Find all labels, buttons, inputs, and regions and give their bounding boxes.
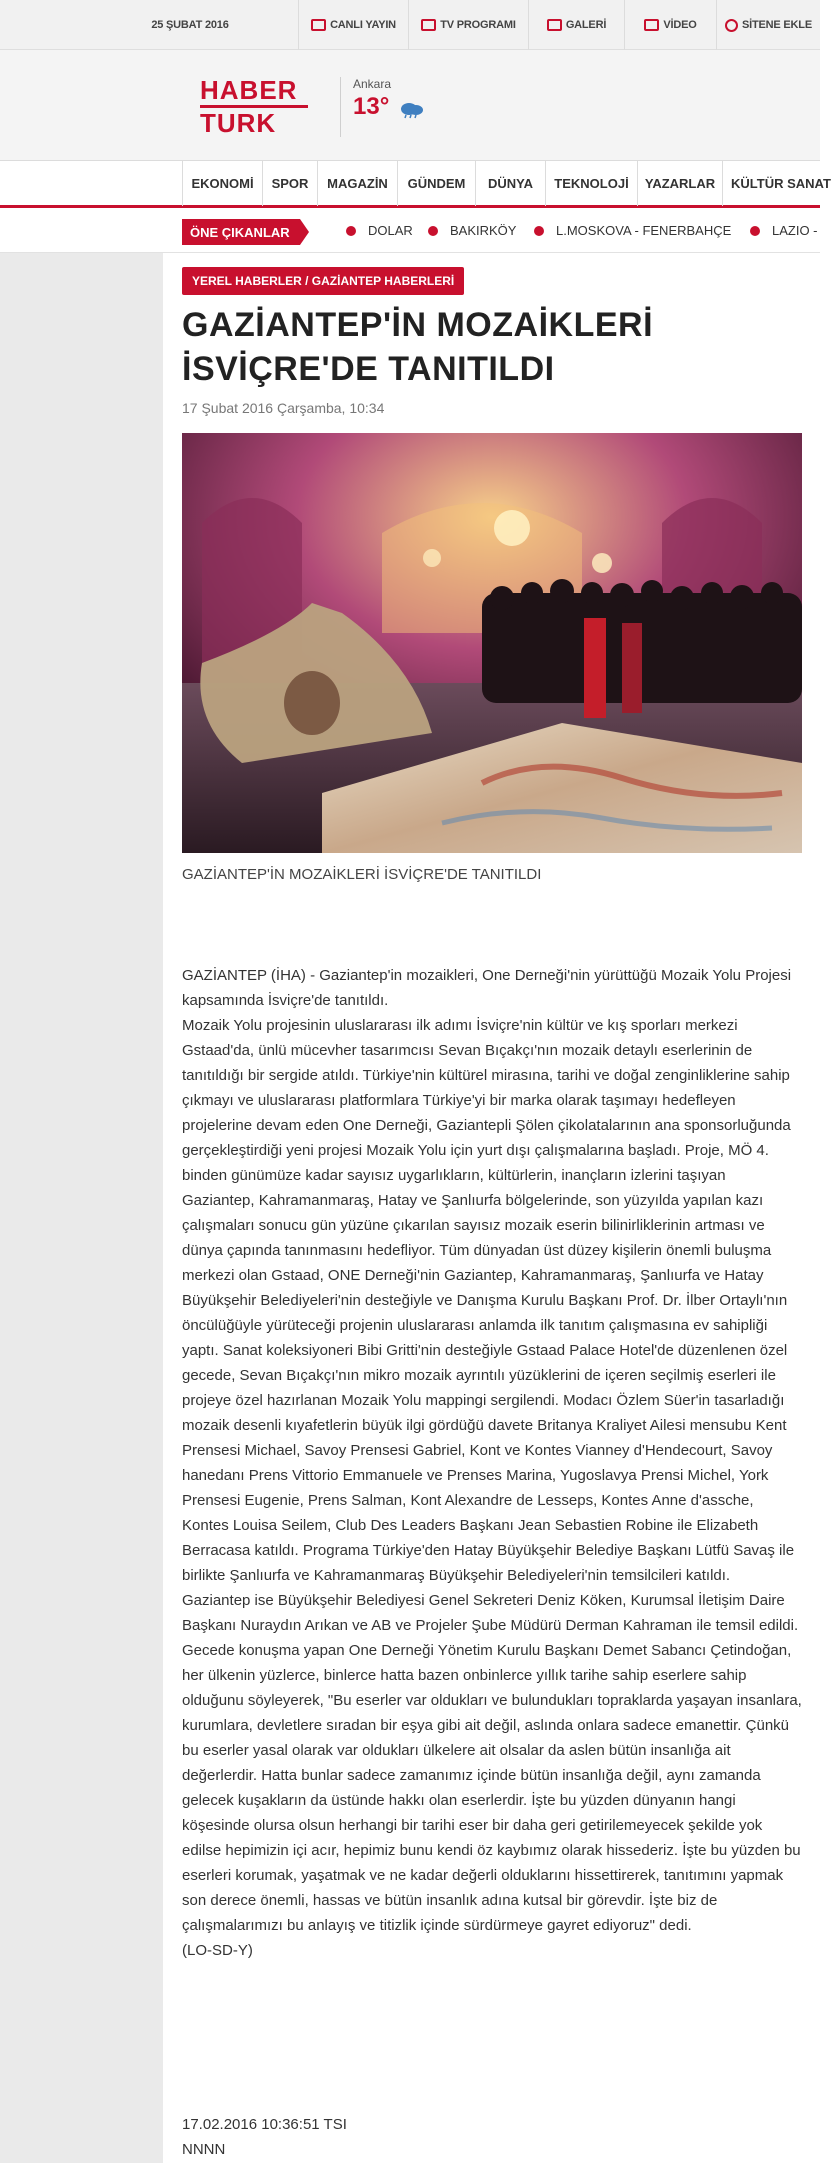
bullet-icon [750, 226, 760, 236]
highlights-label [182, 219, 300, 245]
ticker-item[interactable] [346, 223, 413, 238]
gallery-link[interactable] [528, 0, 624, 50]
article-date: 17 Şubat 2016 Çarşamba, 10:34 [182, 400, 385, 416]
nav-label: TEKNOLOJİ [554, 176, 629, 191]
tv-guide-label: TV PROGRAMI [440, 19, 516, 31]
nav-label: GÜNDEM [407, 176, 466, 191]
site-header [0, 50, 820, 160]
add-to-site-label: SİTENE EKLE [742, 19, 812, 31]
nav-item-gundem[interactable] [397, 161, 475, 206]
haberturk-logo[interactable] [200, 77, 312, 136]
tv-guide-icon [421, 19, 436, 31]
logo-line-2: TURK [200, 108, 277, 138]
tv-icon [311, 19, 326, 31]
add-to-site-link[interactable] [716, 0, 820, 50]
left-sidebar-space [0, 253, 163, 2163]
nav-item-yazarlar[interactable] [637, 161, 722, 206]
plus-circle-icon [725, 19, 738, 32]
current-date [140, 0, 240, 50]
weather-city: Ankara [353, 77, 392, 91]
nav-item-magazin[interactable] [317, 161, 397, 206]
breadcrumb-text: YEREL HABERLER / GAZİANTEP HABERLERİ [192, 274, 455, 288]
nav-item-dunya[interactable] [475, 161, 545, 206]
ballroom-scene-image [182, 433, 802, 853]
nav-label: EKONOMİ [191, 176, 254, 191]
breadcrumb[interactable] [182, 267, 464, 295]
article-title [182, 303, 802, 391]
ticker-item-text: LAZIO - [772, 223, 818, 238]
weather-widget[interactable] [340, 77, 391, 137]
live-tv-label: CANLI YAYIN [330, 19, 396, 31]
gallery-label: GALERİ [565, 19, 607, 31]
ticker-item[interactable] [750, 223, 818, 238]
video-link[interactable] [624, 0, 716, 50]
nav-label: DÜNYA [487, 176, 534, 191]
play-icon [644, 19, 659, 31]
article-lead: GAZİANTEP (İHA) - Gaziantep'in mozaikleri, One Derneği'nin yürüttüğü Mozaik Yolu Projesi kapsamında İsviçre'de tanıtıldı. [182, 967, 792, 1009]
utility-bar [0, 0, 820, 50]
bullet-icon [534, 226, 544, 236]
ticker-item[interactable] [428, 223, 516, 238]
weather-temperature: 13° [353, 93, 390, 120]
article-paragraph: Mozaik Yolu projesinin uluslararası ilk adımı İsviçre'nin kültür ve kış sporları merkezi Gstaad'da, ünlü mücevher tasarımcısı Sevan Bıçakçı'nın mozaik detaylı eserlerinin de tanıtıldığı bir sergide atıldı. Türkiye'nin kültürel mirasına, tarihi ve doğal zenginliklerine sahip çıkmayı ve uluslararası platformlara Türkiye'yi bir marka olarak taşımayı hedefleyen projelerine devam eden One Derneği, Gaziantepli Şölen çikolatalarının ana sponsorluğunda gerçekleştirdiği yeni projesi Mozaik Yolu için yurt dışı çalışmalarına başladı. Proje, MÖ 4. binden günümüze kadar sayısız uygarlıkların, kültürlerin, inançların izlerini taşıyan Gaziantep, Kahramanmaraş, Hatay ve Şanlıurfa bölgelerinde, son yüzyılda yapılan kazı çalışmaları sonucu gün yüzüne çıkarılan sayısız mozaik eserin bilinirliklerinin artması ve dünya çapında tanınmasını hedefliyor. Tüm dünyadan üst düzey kişilerin önemli buluşma merkezi olan Gstaad, ONE Derneği'nin Gaziantep, Kahramanmaraş, Şanlıurfa ve Hatay Büyükşehir Belediyeleri'nin desteğiyle ve Danışma Kurulu Başkanı Prof. Dr. İlber Ortaylı'nın öncülüğüyle yürüteceği projenin uluslararası anlamda ilk tanıtım çalışmasına ev sahipliği yaptı. Sanat koleksiyoneri Bibi Gritti'nin desteğiyle Gstaad Palace Hotel'de düzenlenen özel gecede, Sevan Bıçakçı'nın mikro mozaik ayrıntılı yüzüklerini de içeren seçilmiş eserleri ile projeye özel hazırlanan Mozaik Yolu mappingi sergilendi. Modacı Özlem Süer'in tasarladığı mozaik desenli kıyafetlerin büyük ilgi gördüğü davete Britanya Kraliyet Ailesi mensubu Kent Prensesi Michael, Savoy Prensesi Gabriel, Kont ve Kontes Vianney d'Hendecourt, Savoy hanedanı Prens Vittorio Emmanuele ve Prenses Marina, Yugoslavya Prensi Michel, York Prensesi Eugenie, Prens Salman, Kont Alexandre de Lesseps, Kontes Anne d'assche, Kontes Louisa Seilem, Club Des Leaders Başkanı Jean Sebastien Robine ile Elizabeth Berracasa katıldı. Programa Türkiye'den Hatay Büyükşehir Belediye Başkanı Lütfü Savaş ile birlikte Şanlıurfa ve Kahramanmaraş Büyükşehir Belediyeleri'nin temsilcileri katıldı. Gaziantep ise Büyükşehir Belediyesi Genel Sekreteri Deniz Köken, Kurumsal İletişim Daire Başkanı Nuraydın Arıkan ve AB ve Projeler Şube Müdürü Derman Kahraman ile temsil edildi. Gecede konuşma yapan One Derneği Yönetim Kurulu Başkanı Demet Sabancı Çetindoğan, her ülkenin yüzlerce, binlerce hatta bazen onbinlerce yıllık tarihe sahip eserlere sahip olduğunu söyleyerek, "Bu eserler var oldukları ve bulundukları topraklarda yaşayan insanlara, kurumlara, devletlere sıradan bir eşya gibi ait değil, aslında onlara sadece emanettir. Çünkü bu eserler yasal olarak var oldukları ülkelere ait olsalar da aslen bütün insanlığa ait değerlerdir. Hatta bunlar sadece zamanımız içinde bütün insanlığa değil, aynı zamanda gelecek kuşakların da üstünde hakkı olan eserlerdir. İşte bu yüzden dünyanın hangi köşesinde olursa olsun herhangi bir tarihi eser bir daha geri getirilemeyecek şekilde yok edilse hepimizin içi acır, hepimiz bunu kendi öz kaybımız olarak hissederiz. İşte bu yüzden bu eserleri korumak, yaşatmak ve ne kadar değerli olduklarını hissettirerek, tanıtımını yapmak son derece önemli, hassas ve bütün insanlık adına kutsal bir görevdir. İşte biz de çalışmalarımızı bu anlayış ve titizlik içinde sürdürmeye gayret ediyoruz" dedi. [182, 1017, 802, 1934]
video-label: VİDEO [663, 19, 697, 31]
nav-item-kultur-sanat[interactable] [722, 161, 831, 206]
article-body [182, 963, 802, 1963]
logo-line-1: HABER [200, 75, 298, 105]
live-tv-link[interactable] [298, 0, 408, 50]
article-photo[interactable] [182, 433, 802, 853]
article-footer [182, 2112, 347, 2162]
ticker-item[interactable] [534, 223, 731, 238]
current-date-text: 25 ŞUBAT 2016 [151, 19, 229, 31]
bullet-icon [428, 226, 438, 236]
article-timestamp: 17.02.2016 10:36:51 TSI [182, 2116, 347, 2133]
nav-item-teknoloji[interactable] [545, 161, 637, 206]
nav-item-spor[interactable] [262, 161, 317, 206]
ticker-item-text: BAKIRKÖY [450, 223, 517, 238]
agency-code: (LO-SD-Y) [182, 1942, 253, 1959]
ticker-item-text: L.MOSKOVA - FENERBAHÇE [556, 223, 732, 238]
tv-guide-link[interactable] [408, 0, 528, 50]
ticker-item-text: DOLAR [368, 223, 413, 238]
nav-label: KÜLTÜR SANAT [731, 176, 831, 191]
rain-cloud-icon [397, 101, 425, 119]
photo-caption: GAZİANTEP'İN MOZAİKLERİ İSVİÇRE'DE TANITILDI [182, 866, 542, 883]
bullet-icon [346, 226, 356, 236]
nav-label: YAZARLAR [644, 176, 716, 191]
article-title-line-2: İSVİÇRE'DE TANITILDI [182, 350, 555, 388]
highlights-label-text: ÖNE ÇIKANLAR [190, 224, 290, 240]
category-nav [0, 160, 831, 208]
nav-label: SPOR [271, 176, 309, 191]
article-title-line-1: GAZİANTEP'İN MOZAİKLERİ [182, 306, 654, 344]
article-signature: NNNN [182, 2141, 226, 2158]
camera-icon [547, 19, 562, 31]
nav-label: MAGAZİN [327, 176, 388, 191]
highlights-ticker [0, 211, 820, 253]
nav-item-ekonomi[interactable] [182, 161, 262, 206]
